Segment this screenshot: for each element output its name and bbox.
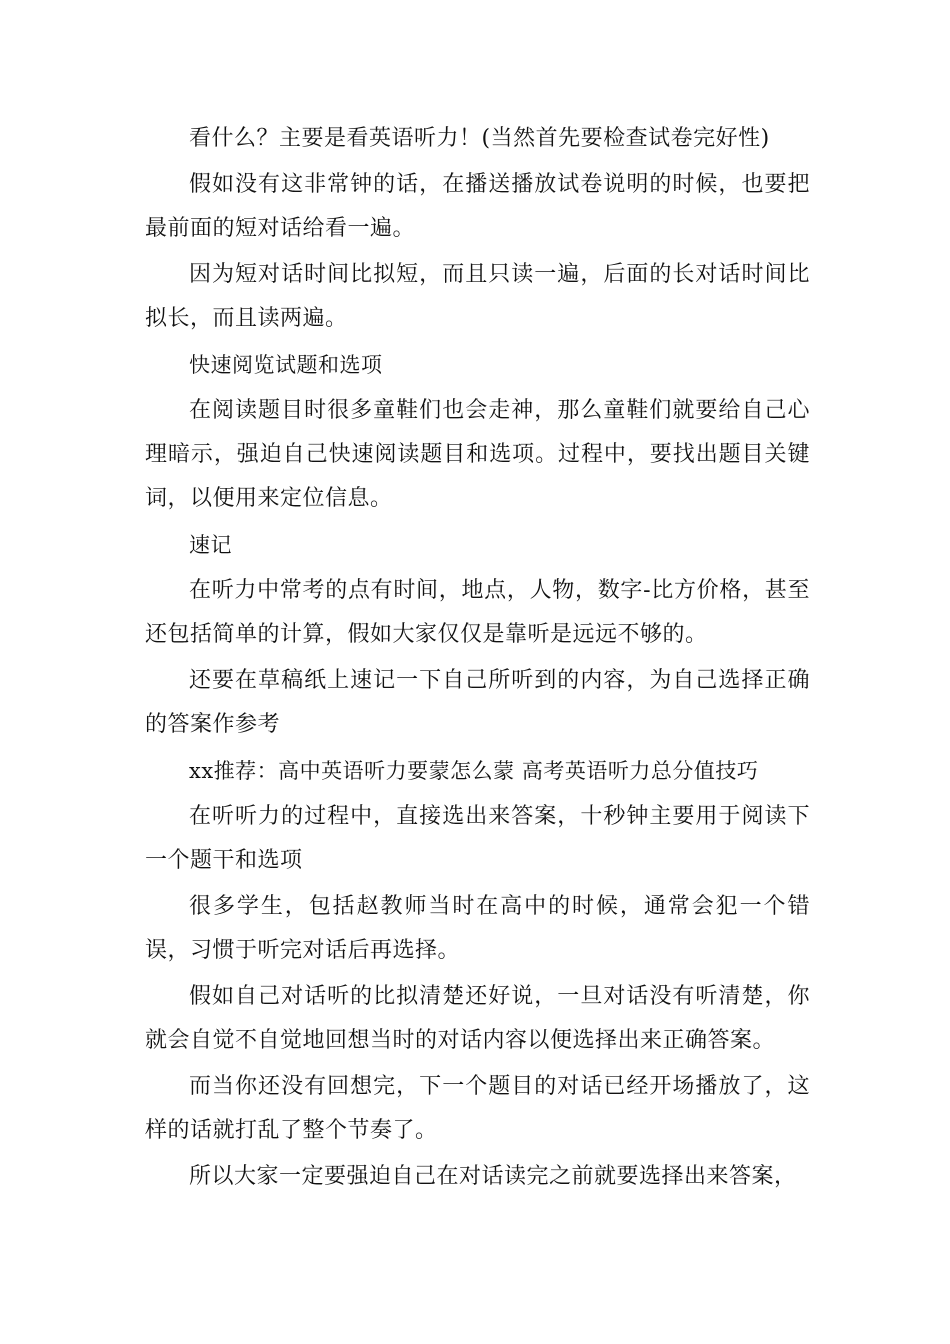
paragraph-rhythm-broken: 而当你还没有回想完，下一个题目的对话已经开场播放了，这样的话就打乱了整个节奏了。 — [145, 1074, 810, 1143]
document-body — [145, 117, 810, 1199]
paragraph-dialogue-length: 因为短对话时间比拟短，而且只读一遍，后面的长对话时间比拟长，而且读两遍。 — [145, 262, 810, 331]
recommendation-line: xx推荐：高中英语听力要蒙怎么蒙 高考英语听力总分值技巧 — [189, 759, 759, 783]
paragraph-intro-question: 看什么？主要是看英语听力！(当然首先要检查试卷完好性) — [189, 126, 770, 151]
paragraph-note-taking: 还要在草稿纸上速记一下自己所听到的内容，为自己选择正确的答案作参考 — [145, 668, 810, 737]
paragraph-short-dialogue-preview: 假如没有这非常钟的话，在播送播放试卷说明的时候，也要把最前面的短对话给看一遍。 — [145, 172, 810, 241]
paragraph-conclusion: 所以大家一定要强迫自己在对话读完之前就要选择出来答案， — [189, 1164, 797, 1189]
section-heading-quick-reading: 快速阅览试题和选项 — [189, 353, 383, 377]
paragraph-common-test-points: 在听力中常考的点有时间，地点，人物，数字-比方价格，甚至还包括简单的计算，假如大家仅仅是靠听是远远不够的。 — [145, 578, 810, 647]
paragraph-recall-problem: 假如自己对话听的比拟清楚还好说，一旦对话没有听清楚，你就会自觉不自觉地回想当时的对话内容以便选择出来正确答案。 — [145, 984, 810, 1053]
paragraph-choose-directly: 在听听力的过程中，直接选出来答案，十秒钟主要用于阅读下一个题干和选项 — [145, 804, 810, 873]
paragraph-quick-reading: 在阅读题目时很多童鞋们也会走神，那么童鞋们就要给自己心理暗示，强迫自己快速阅读题目和选项。过程中，要找出题目关键词，以便用来定位信息。 — [145, 398, 810, 511]
paragraph-common-mistake: 很多学生，包括赵教师当时在高中的时候，通常会犯一个错误，习惯于听完对话后再选择。 — [145, 894, 810, 963]
section-heading-shorthand: 速记 — [189, 533, 232, 557]
